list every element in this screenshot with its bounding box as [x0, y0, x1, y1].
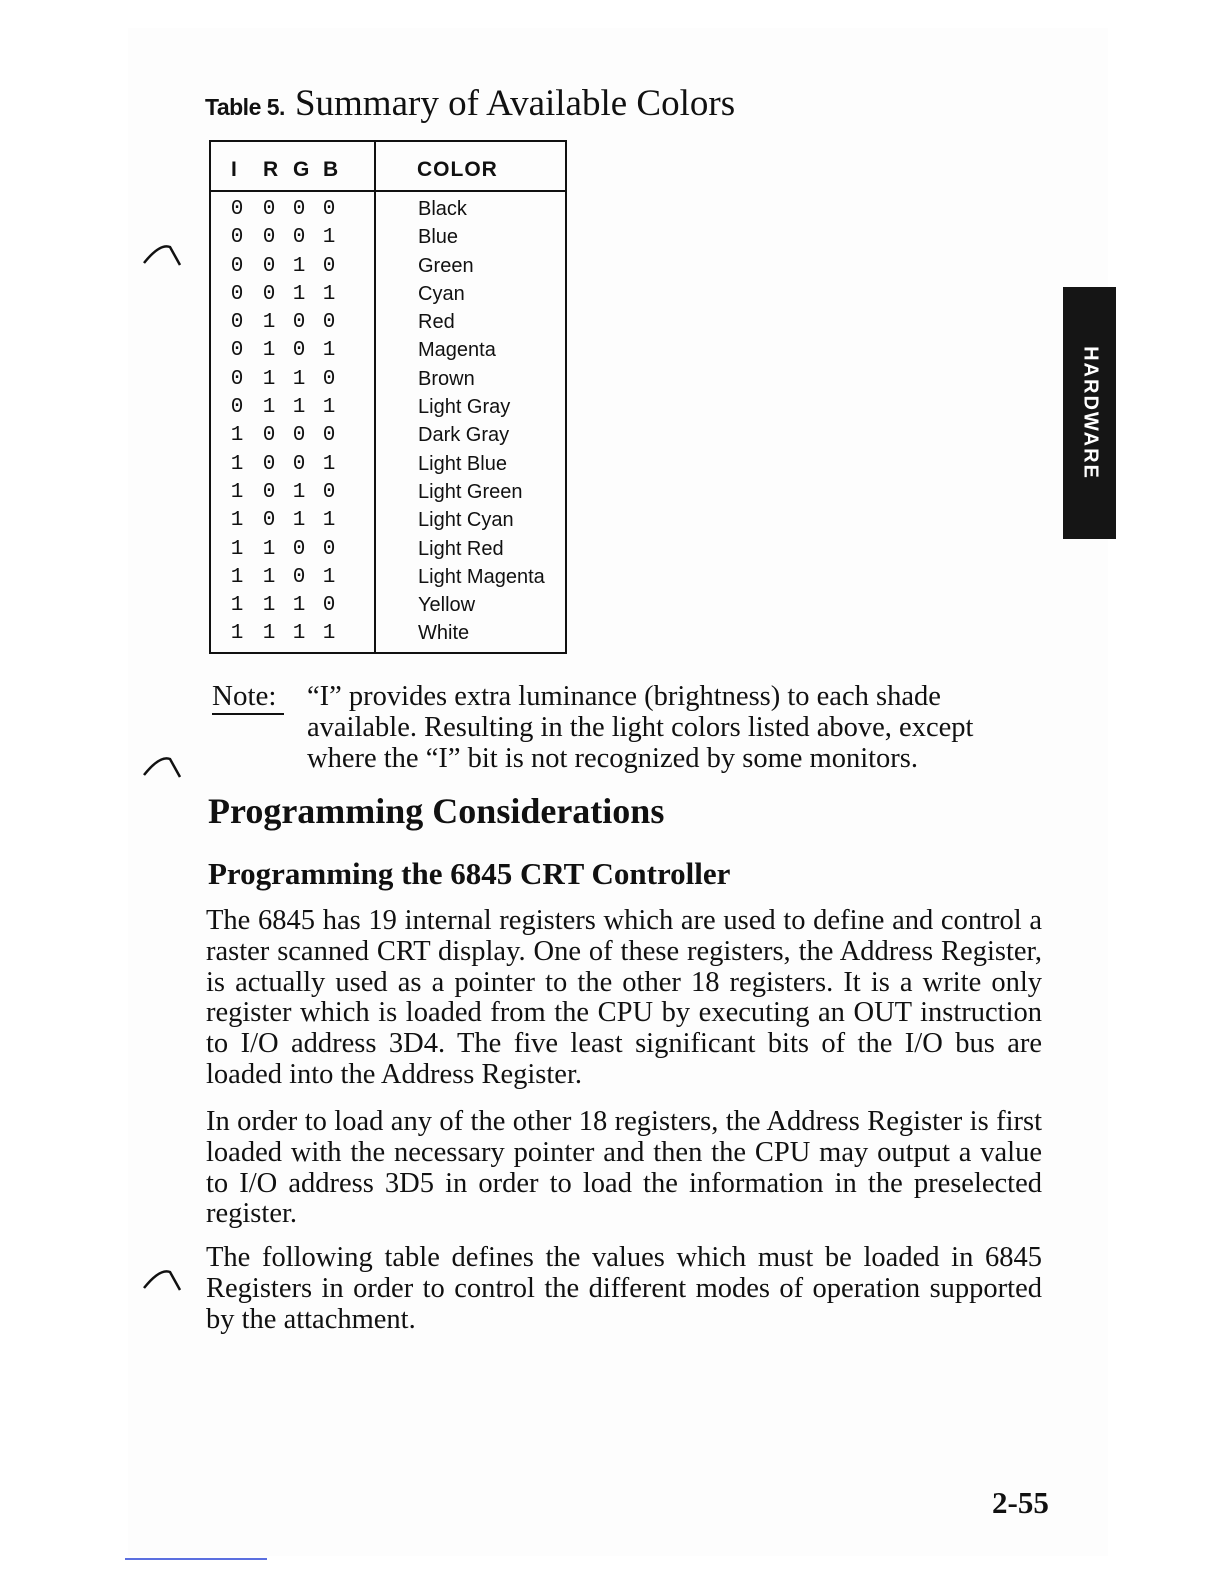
- bit-i-cell: 1: [230, 480, 244, 504]
- bit-g-cell: 0: [292, 311, 306, 335]
- bit-g-cell: 0: [292, 537, 306, 561]
- table-row: [211, 281, 565, 309]
- color-name-cell: Magenta: [418, 339, 496, 362]
- bit-r-cell: 1: [262, 367, 276, 391]
- table-row: [211, 196, 565, 224]
- color-name-cell: Light Red: [418, 537, 504, 560]
- bit-b-cell: 1: [322, 565, 336, 589]
- header-b: B: [323, 158, 339, 181]
- color-name-cell: Red: [418, 311, 455, 334]
- color-name-cell: Light Cyan: [418, 509, 514, 532]
- bit-i-cell: 1: [230, 452, 244, 476]
- bit-b-cell: 0: [322, 594, 336, 618]
- color-name-cell: Light Green: [418, 480, 523, 503]
- color-name-cell: Black: [418, 198, 467, 220]
- change-mark-icon: [142, 755, 186, 779]
- bit-i-cell: 0: [230, 198, 244, 221]
- table-body: [211, 196, 565, 649]
- table-row: [211, 253, 565, 281]
- color-name-cell: Cyan: [418, 282, 465, 305]
- hardware-side-tab: [1063, 287, 1116, 539]
- table-caption-title: Summary of Available Colors: [294, 83, 736, 124]
- table-row: [211, 224, 565, 252]
- bit-b-cell: 0: [322, 311, 336, 335]
- bit-r-cell: 1: [262, 594, 276, 618]
- bit-g-cell: 0: [292, 339, 306, 363]
- bit-i-cell: 0: [230, 396, 244, 420]
- color-name-cell: Dark Gray: [418, 424, 510, 447]
- bit-r-cell: 1: [262, 311, 276, 335]
- bit-b-cell: 1: [322, 509, 336, 533]
- bit-b-cell: 1: [322, 226, 336, 250]
- paragraph-loading: In order to load any of the other 18 registers, the Address Register is first loaded with the necessary pointer and then the CPU may output a value to I/O address 3D5 in order to load the information in the preselected register.: [206, 1106, 1042, 1230]
- table-row: [211, 309, 565, 337]
- page-number: 2-55: [992, 1485, 1049, 1520]
- bit-r-cell: 1: [262, 622, 276, 646]
- color-name-cell: Yellow: [418, 594, 476, 617]
- bit-r-cell: 1: [262, 339, 276, 363]
- color-name-cell: Light Blue: [418, 452, 507, 475]
- bit-i-cell: 0: [230, 367, 244, 391]
- paragraph-registers: The 6845 has 19 internal registers which are used to define and control a raster scanned CRT display. One of these registers, the Address Register, is actually used as a pointer to the other 18 registers. It is a write only register which is loaded from the CPU by executing an OUT instruction to I/O address 3D4. The five least significant bits of the I/O bus are loaded into the Address Register.: [206, 905, 1042, 1090]
- table-row: [211, 451, 565, 479]
- bit-b-cell: 1: [322, 396, 336, 420]
- note-underline: [212, 713, 284, 715]
- bit-r-cell: 1: [262, 537, 276, 561]
- header-g: G: [293, 158, 310, 181]
- bit-b-cell: 0: [322, 480, 336, 504]
- bit-i-cell: 1: [230, 594, 244, 618]
- note-text: “I” provides extra luminance (brightness) to each shade available. Resulting in the light colors listed above, except where the “I” bit is not recognized by some monitors.: [307, 681, 974, 774]
- bit-r-cell: 1: [262, 565, 276, 589]
- bit-b-cell: 1: [322, 622, 336, 646]
- bit-r-cell: 0: [262, 226, 276, 250]
- bit-g-cell: 0: [292, 565, 306, 589]
- color-name-cell: Light Magenta: [418, 565, 545, 588]
- bit-b-cell: 1: [322, 339, 336, 363]
- table-caption-label: Table 5.: [205, 94, 285, 120]
- bit-r-cell: 0: [262, 424, 276, 448]
- subsection-heading: Programming the 6845 CRT Controller: [208, 856, 731, 891]
- color-name-cell: Green: [418, 254, 474, 277]
- bit-g-cell: 0: [292, 198, 306, 221]
- table-row: [211, 536, 565, 564]
- note-label: Note:: [212, 680, 277, 712]
- color-summary-table: [209, 140, 567, 654]
- color-name-cell: Brown: [418, 367, 475, 390]
- bit-i-cell: 0: [230, 282, 244, 306]
- bit-i-cell: 0: [230, 311, 244, 335]
- bit-g-cell: 1: [292, 367, 306, 391]
- bit-i-cell: 1: [230, 509, 244, 533]
- side-tab-label: HARDWARE: [1079, 346, 1101, 480]
- color-name-cell: White: [418, 622, 470, 645]
- bit-i-cell: 0: [230, 339, 244, 363]
- bit-g-cell: 1: [292, 396, 306, 420]
- bit-g-cell: 1: [292, 509, 306, 533]
- bit-b-cell: 0: [322, 537, 336, 561]
- bit-i-cell: 0: [230, 254, 244, 278]
- bit-i-cell: 0: [230, 226, 244, 250]
- bit-i-cell: 1: [230, 622, 244, 646]
- table-row: [211, 422, 565, 450]
- table-row: [211, 592, 565, 620]
- section-heading: Programming Considerations: [208, 791, 665, 831]
- header-color: COLOR: [417, 158, 498, 181]
- table-caption: [205, 82, 735, 125]
- bit-b-cell: 0: [322, 367, 336, 391]
- bit-g-cell: 0: [292, 226, 306, 250]
- bit-b-cell: 1: [322, 452, 336, 476]
- table-header-rule: [211, 190, 565, 192]
- bit-r-cell: 1: [262, 396, 276, 420]
- table-row: [211, 337, 565, 365]
- bit-g-cell: 0: [292, 424, 306, 448]
- bit-g-cell: 1: [292, 254, 306, 278]
- bit-g-cell: 1: [292, 622, 306, 646]
- bit-r-cell: 0: [262, 254, 276, 278]
- bit-i-cell: 1: [230, 565, 244, 589]
- table-row: [211, 366, 565, 394]
- table-row: [211, 620, 565, 648]
- table-row: [211, 507, 565, 535]
- bottom-edge-line: [125, 1558, 267, 1560]
- bit-r-cell: 0: [262, 509, 276, 533]
- color-name-cell: Light Gray: [418, 396, 511, 419]
- bit-i-cell: 1: [230, 537, 244, 561]
- bit-r-cell: 0: [262, 452, 276, 476]
- color-name-cell: Blue: [418, 226, 459, 249]
- header-r: R: [263, 158, 279, 181]
- bit-b-cell: 0: [322, 198, 336, 221]
- bit-b-cell: 0: [322, 424, 336, 448]
- table-row: [211, 564, 565, 592]
- table-row: [211, 394, 565, 422]
- bit-i-cell: 1: [230, 424, 244, 448]
- table-row: [211, 479, 565, 507]
- bit-b-cell: 0: [322, 254, 336, 278]
- paragraph-table-intro: The following table defines the values which must be loaded in 6845 Registers in order to control the different modes of operation supported by the attachment.: [206, 1242, 1042, 1335]
- change-mark-icon: [142, 1268, 186, 1292]
- change-mark-icon: [142, 243, 186, 267]
- bit-r-cell: 0: [262, 282, 276, 306]
- bit-b-cell: 1: [322, 282, 336, 306]
- bit-g-cell: 1: [292, 594, 306, 618]
- bit-g-cell: 0: [292, 452, 306, 476]
- header-i: I: [231, 158, 237, 181]
- bit-r-cell: 0: [262, 480, 276, 504]
- bit-g-cell: 1: [292, 282, 306, 306]
- bit-r-cell: 0: [262, 198, 276, 221]
- bit-g-cell: 1: [292, 480, 306, 504]
